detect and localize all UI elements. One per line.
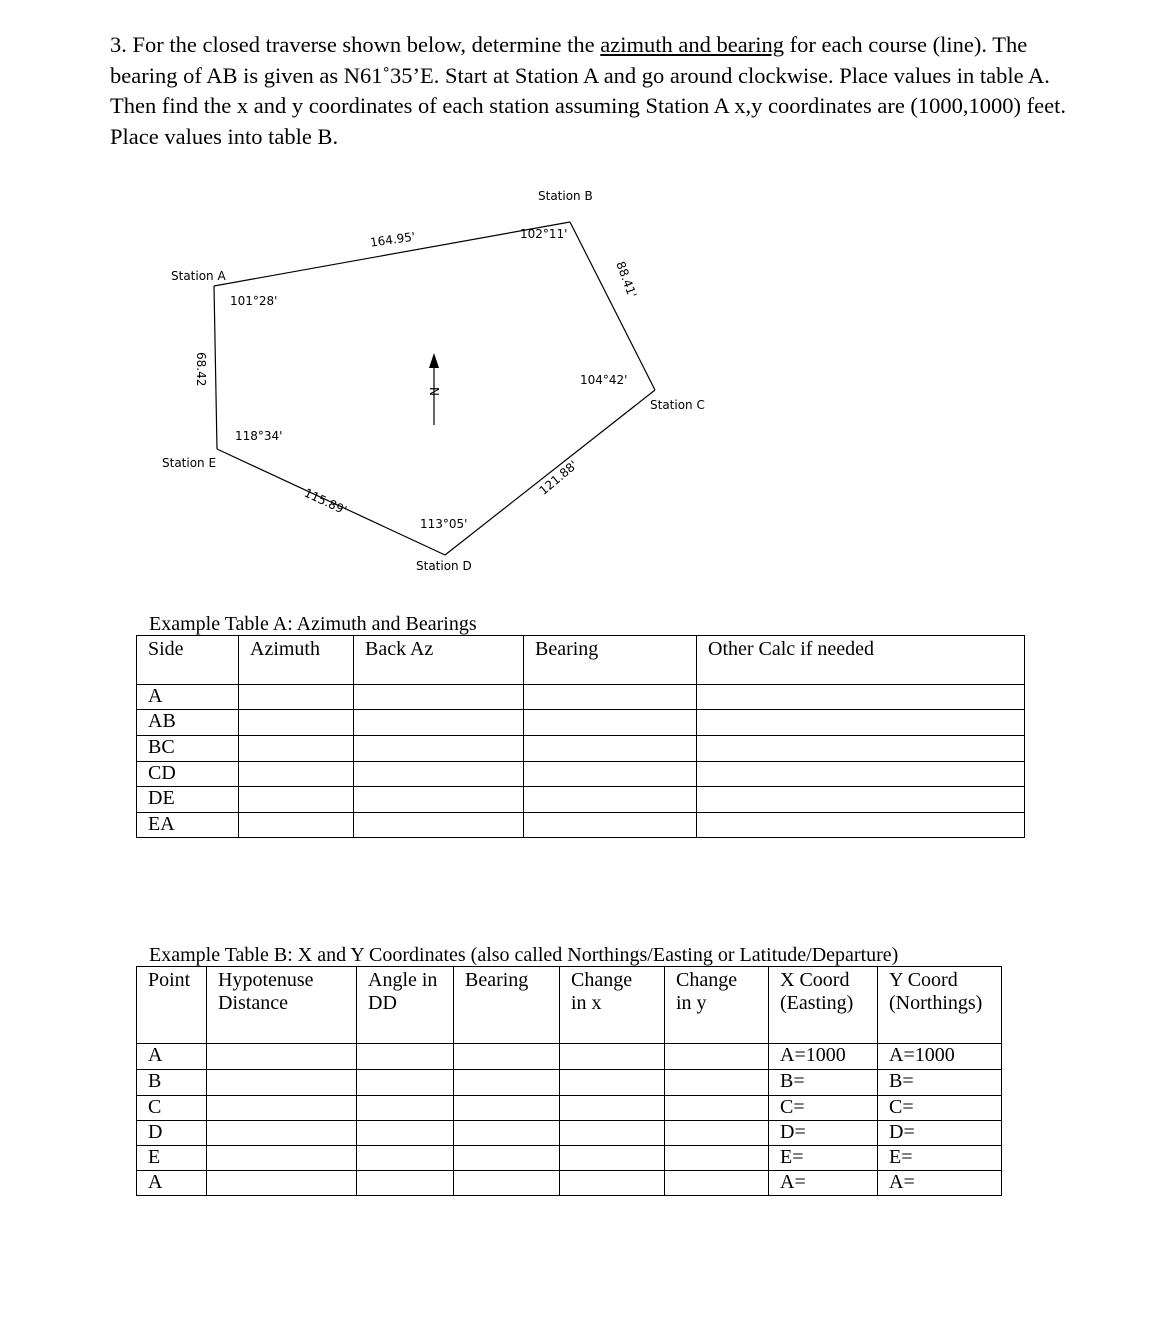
x-coord-cell[interactable]: A=1000 bbox=[769, 1044, 878, 1070]
azimuth-cell[interactable] bbox=[239, 787, 354, 813]
table-a-side-cell: EA bbox=[137, 813, 239, 838]
point-cell: A bbox=[137, 1044, 207, 1070]
table-b-header-y-coord bbox=[878, 967, 1002, 1044]
table-b-header-hypotenuse bbox=[207, 967, 357, 1044]
table-b bbox=[136, 966, 1002, 1196]
header-line-1: Change bbox=[571, 969, 633, 991]
other-calc-cell[interactable] bbox=[697, 710, 1025, 736]
angle-dd-cell[interactable] bbox=[357, 1096, 454, 1121]
back-az-cell[interactable] bbox=[354, 813, 524, 838]
table-row bbox=[137, 1171, 1002, 1196]
course-cd-line bbox=[445, 390, 655, 555]
y-coord-cell[interactable]: B= bbox=[878, 1070, 1002, 1096]
table-row bbox=[137, 736, 1025, 762]
x-coord-cell[interactable]: E= bbox=[769, 1146, 878, 1171]
change-y-cell[interactable] bbox=[665, 1044, 769, 1070]
bearing-cell[interactable] bbox=[454, 1121, 560, 1146]
y-coord-cell[interactable]: A=1000 bbox=[878, 1044, 1002, 1070]
azimuth-cell[interactable] bbox=[239, 736, 354, 762]
traverse-diagram bbox=[0, 180, 1152, 590]
problem-statement bbox=[110, 30, 1100, 152]
angle-d-label: 113°05' bbox=[420, 517, 468, 531]
course-bc-line bbox=[570, 222, 655, 390]
table-a-caption: Example Table A: Azimuth and Bearings bbox=[149, 613, 477, 635]
table-a-side-cell: A bbox=[137, 685, 239, 710]
table-a bbox=[136, 635, 1025, 838]
header-line-1: Y Coord bbox=[889, 969, 958, 991]
bearing-cell[interactable] bbox=[524, 787, 697, 813]
angle-dd-cell[interactable] bbox=[357, 1070, 454, 1096]
distance-ea-label: 68.42 bbox=[194, 352, 208, 387]
angle-a-label: 101°28' bbox=[230, 294, 278, 308]
problem-text-start: 3. For the closed traverse shown below, determine the bbox=[110, 32, 601, 57]
other-calc-cell[interactable] bbox=[697, 736, 1025, 762]
table-row bbox=[137, 1121, 1002, 1146]
bearing-cell[interactable] bbox=[524, 736, 697, 762]
station-a-label: Station A bbox=[171, 269, 226, 283]
table-row bbox=[137, 1044, 1002, 1070]
table-b-header-change-x bbox=[560, 967, 665, 1044]
x-coord-cell[interactable]: A= bbox=[769, 1171, 878, 1196]
station-c-label: Station C bbox=[650, 398, 705, 412]
table-b-header-bearing bbox=[454, 967, 560, 1044]
bearing-cell[interactable] bbox=[454, 1096, 560, 1121]
angle-dd-cell[interactable] bbox=[357, 1146, 454, 1171]
back-az-cell[interactable] bbox=[354, 685, 524, 710]
course-ea-line bbox=[214, 286, 217, 449]
distance-cd-label: 121.88' bbox=[536, 457, 581, 498]
angle-c-label: 104°42' bbox=[580, 373, 628, 387]
bearing-cell[interactable] bbox=[524, 685, 697, 710]
table-a-header-back-az: Back Az bbox=[354, 636, 524, 685]
header-point-text: Point bbox=[148, 969, 191, 991]
change-x-cell[interactable] bbox=[560, 1070, 665, 1096]
change-y-cell[interactable] bbox=[665, 1070, 769, 1096]
table-row bbox=[137, 685, 1025, 710]
x-coord-cell[interactable]: C= bbox=[769, 1096, 878, 1121]
y-coord-cell[interactable]: D= bbox=[878, 1121, 1002, 1146]
table-a-header-bearing: Bearing bbox=[524, 636, 697, 685]
change-y-cell[interactable] bbox=[665, 1171, 769, 1196]
table-b-header-change-y bbox=[665, 967, 769, 1044]
x-coord-cell[interactable]: D= bbox=[769, 1121, 878, 1146]
header-line-2: DD bbox=[368, 992, 397, 1014]
azimuth-cell[interactable] bbox=[239, 813, 354, 838]
change-x-cell[interactable] bbox=[560, 1096, 665, 1121]
table-row bbox=[137, 762, 1025, 787]
table-row bbox=[137, 1070, 1002, 1096]
header-line-2: in x bbox=[571, 992, 602, 1014]
hypotenuse-cell[interactable] bbox=[207, 1146, 357, 1171]
hypotenuse-cell[interactable] bbox=[207, 1096, 357, 1121]
bearing-cell[interactable] bbox=[454, 1044, 560, 1070]
change-y-cell[interactable] bbox=[665, 1121, 769, 1146]
table-a-header-side: Side bbox=[137, 636, 239, 685]
distance-ab-label: 164.95' bbox=[369, 229, 417, 250]
table-a-side-cell: DE bbox=[137, 787, 239, 813]
bearing-cell[interactable] bbox=[524, 813, 697, 838]
y-coord-cell[interactable]: C= bbox=[878, 1096, 1002, 1121]
distance-de-label: 115.89' bbox=[301, 485, 349, 518]
angle-b-label: 102°11' bbox=[520, 227, 568, 241]
table-row bbox=[137, 1146, 1002, 1171]
table-row bbox=[137, 710, 1025, 736]
change-y-cell[interactable] bbox=[665, 1146, 769, 1171]
bearing-cell[interactable] bbox=[524, 710, 697, 736]
table-a-side-cell: AB bbox=[137, 710, 239, 736]
table-a-side-cell: BC bbox=[137, 736, 239, 762]
header-line-1: X Coord bbox=[780, 969, 850, 991]
header-line-1: Hypotenuse bbox=[218, 969, 314, 991]
hypotenuse-cell[interactable] bbox=[207, 1070, 357, 1096]
point-cell: B bbox=[137, 1070, 207, 1096]
change-y-cell[interactable] bbox=[665, 1096, 769, 1121]
header-line-2: in y bbox=[676, 992, 707, 1014]
back-az-cell[interactable] bbox=[354, 787, 524, 813]
azimuth-cell[interactable] bbox=[239, 685, 354, 710]
y-coord-cell[interactable]: E= bbox=[878, 1146, 1002, 1171]
bearing-cell[interactable] bbox=[454, 1171, 560, 1196]
other-calc-cell[interactable] bbox=[697, 762, 1025, 787]
station-d-label: Station D bbox=[416, 559, 472, 573]
azimuth-cell[interactable] bbox=[239, 762, 354, 787]
point-cell: E bbox=[137, 1146, 207, 1171]
change-x-cell[interactable] bbox=[560, 1146, 665, 1171]
angle-dd-cell[interactable] bbox=[357, 1044, 454, 1070]
table-b-header-angle bbox=[357, 967, 454, 1044]
other-calc-cell[interactable] bbox=[697, 787, 1025, 813]
change-x-cell[interactable] bbox=[560, 1044, 665, 1070]
change-x-cell[interactable] bbox=[560, 1121, 665, 1146]
table-a-header-other-calc: Other Calc if needed bbox=[697, 636, 1025, 685]
header-line-2: (Northings) bbox=[889, 992, 983, 1014]
header-line-1: Angle in bbox=[368, 969, 438, 991]
problem-text-underlined: azimuth and bearing bbox=[600, 32, 784, 57]
problem-text-end: for each course (line). The bearing of AB is given as N61˚35’E. Start at Station A and go around clockwise. Place values in table A. Then find the x and y coordinates of each station assuming Station A x,y coordinates are (1000,1000) feet. Place values into table B. bbox=[110, 32, 1067, 149]
azimuth-cell[interactable] bbox=[239, 710, 354, 736]
change-x-cell[interactable] bbox=[560, 1171, 665, 1196]
table-b-caption: Example Table B: X and Y Coordinates (also called Northings/Easting or Latitude/Departure) bbox=[149, 944, 899, 966]
distance-bc-label: 88.41' bbox=[613, 259, 640, 300]
bearing-cell[interactable] bbox=[524, 762, 697, 787]
point-cell: C bbox=[137, 1096, 207, 1121]
table-b-header-point bbox=[137, 967, 207, 1044]
angle-dd-cell[interactable] bbox=[357, 1121, 454, 1146]
table-row bbox=[137, 787, 1025, 813]
table-b-header-x-coord bbox=[769, 967, 878, 1044]
table-a-header-row bbox=[137, 636, 1025, 685]
angle-dd-cell[interactable] bbox=[357, 1171, 454, 1196]
back-az-cell[interactable] bbox=[354, 736, 524, 762]
table-a-header-azimuth: Azimuth bbox=[239, 636, 354, 685]
point-cell: A bbox=[137, 1171, 207, 1196]
north-label: N bbox=[427, 387, 441, 396]
header-line-2: Distance bbox=[218, 992, 288, 1014]
x-coord-cell[interactable]: B= bbox=[769, 1070, 878, 1096]
header-bearing-text: Bearing bbox=[465, 969, 529, 991]
hypotenuse-cell[interactable] bbox=[207, 1171, 357, 1196]
hypotenuse-cell[interactable] bbox=[207, 1121, 357, 1146]
table-row bbox=[137, 813, 1025, 838]
bearing-cell[interactable] bbox=[454, 1146, 560, 1171]
table-a-side-cell: CD bbox=[137, 762, 239, 787]
header-line-1: Change bbox=[676, 969, 738, 991]
course-ab-line bbox=[214, 222, 570, 286]
table-b-header-row bbox=[137, 967, 1002, 1044]
header-line-2: (Easting) bbox=[780, 992, 854, 1014]
back-az-cell[interactable] bbox=[354, 762, 524, 787]
point-cell: D bbox=[137, 1121, 207, 1146]
other-calc-cell[interactable] bbox=[697, 685, 1025, 710]
angle-e-label: 118°34' bbox=[235, 429, 283, 443]
hypotenuse-cell[interactable] bbox=[207, 1044, 357, 1070]
station-b-label: Station B bbox=[538, 189, 593, 203]
station-e-label: Station E bbox=[162, 456, 217, 470]
table-row bbox=[137, 1096, 1002, 1121]
other-calc-cell[interactable] bbox=[697, 813, 1025, 838]
y-coord-cell[interactable]: A= bbox=[878, 1171, 1002, 1196]
back-az-cell[interactable] bbox=[354, 710, 524, 736]
bearing-cell[interactable] bbox=[454, 1070, 560, 1096]
